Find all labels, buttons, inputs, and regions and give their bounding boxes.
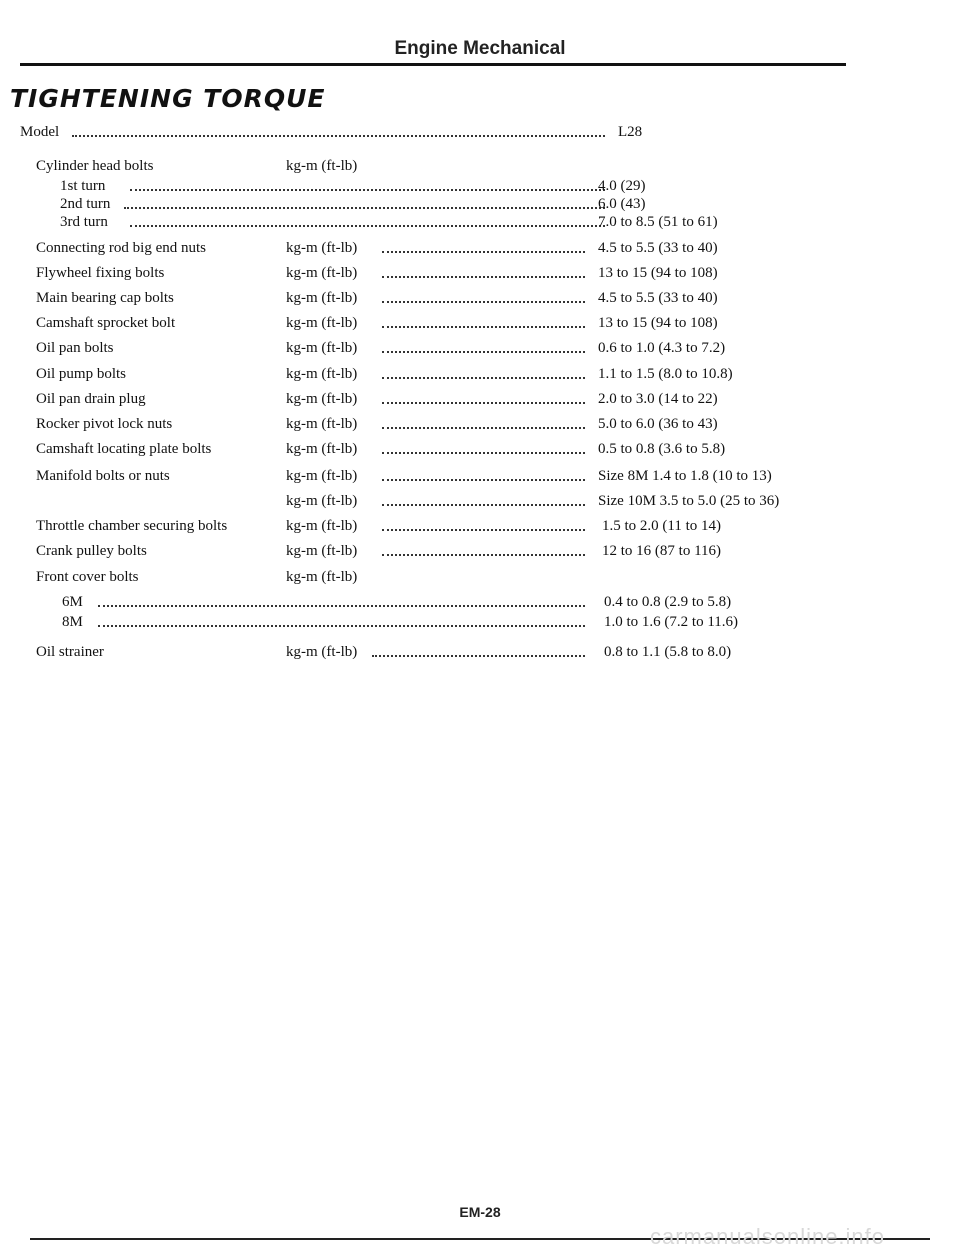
torque-value: 0.6 to 1.0 (4.3 to 7.2) (598, 340, 726, 356)
model-value: L28 (618, 124, 643, 140)
torque-label: Manifold bolts or nuts (36, 468, 170, 484)
front-cover-label: Front cover bolts (36, 569, 139, 585)
torque-label: Oil pan drain plug (36, 391, 146, 407)
torque-label: Throttle chamber securing bolts (36, 518, 228, 534)
front-cover-size-row (36, 611, 776, 633)
torque-label: Oil pan bolts (36, 340, 114, 356)
turn-label: 2nd turn (60, 196, 111, 212)
oil-strainer-unit: kg-m (ft-lb) (286, 644, 358, 660)
front-cover-row (36, 566, 776, 588)
torque-row (36, 515, 776, 537)
torque-value: 5.0 to 6.0 (36 to 43) (598, 416, 718, 432)
torque-value: 13 to 15 (94 to 108) (598, 265, 718, 281)
torque-value: 4.5 to 5.5 (33 to 40) (598, 290, 718, 306)
dot-leader (372, 655, 585, 657)
torque-label: Oil pump bolts (36, 366, 127, 382)
turn-label: 1st turn (60, 178, 106, 194)
torque-label: Camshaft locating plate bolts (36, 441, 212, 457)
dot-leader (382, 504, 585, 506)
dot-leader (382, 479, 585, 481)
torque-unit: kg-m (ft-lb) (286, 543, 358, 559)
torque-row (36, 363, 776, 385)
dot-leader (382, 529, 585, 531)
turn-label: 3rd turn (60, 214, 108, 230)
torque-unit: kg-m (ft-lb) (286, 366, 358, 382)
torque-row (36, 262, 776, 284)
dot-leader (98, 605, 585, 607)
turn-value: 6.0 (43) (598, 196, 646, 212)
torque-unit: kg-m (ft-lb) (286, 441, 358, 457)
torque-value: 12 to 16 (87 to 116) (602, 543, 722, 559)
header-rule (20, 63, 846, 66)
oil-strainer-label: Oil strainer (36, 644, 104, 660)
dot-leader (382, 427, 585, 429)
torque-row (36, 237, 776, 259)
torque-label: Flywheel fixing bolts (36, 265, 165, 281)
section-header: Engine Mechanical (394, 38, 566, 59)
torque-value: 1.1 to 1.5 (8.0 to 10.8) (598, 366, 733, 382)
turn-value: 7.0 to 8.5 (51 to 61) (598, 214, 718, 230)
size-label: 6M (62, 594, 83, 610)
torque-unit: kg-m (ft-lb) (286, 265, 358, 281)
torque-row (36, 388, 776, 410)
torque-row (36, 540, 776, 562)
dot-leader (382, 251, 585, 253)
dot-leader (382, 276, 585, 278)
size-value: 1.0 to 1.6 (7.2 to 11.6) (604, 614, 739, 630)
torque-value: 4.5 to 5.5 (33 to 40) (598, 240, 718, 256)
torque-unit: kg-m (ft-lb) (286, 468, 358, 484)
torque-row (36, 465, 816, 487)
oil-strainer-value: 0.8 to 1.1 (5.8 to 8.0) (604, 644, 732, 660)
torque-row (36, 312, 776, 334)
dot-leader (130, 189, 605, 191)
torque-label: Connecting rod big end nuts (36, 240, 206, 256)
dot-leader (382, 452, 585, 454)
torque-unit: kg-m (ft-lb) (286, 493, 358, 509)
torque-label: Camshaft sprocket bolt (36, 315, 176, 331)
torque-value: 0.5 to 0.8 (3.6 to 5.8) (598, 441, 726, 457)
model-label: Model (20, 124, 60, 140)
torque-unit: kg-m (ft-lb) (286, 290, 358, 306)
torque-row (36, 337, 776, 359)
torque-unit: kg-m (ft-lb) (286, 518, 358, 534)
torque-unit: kg-m (ft-lb) (286, 340, 358, 356)
size-value: 0.4 to 0.8 (2.9 to 5.8) (604, 594, 732, 610)
torque-row (36, 490, 816, 512)
torque-row (36, 413, 776, 435)
front-cover-unit: kg-m (ft-lb) (286, 569, 358, 585)
dot-leader (382, 301, 585, 303)
torque-value: 1.5 to 2.0 (11 to 14) (602, 518, 722, 534)
torque-value: Size 10M 3.5 to 5.0 (25 to 36) (598, 493, 780, 509)
cylinder-head-label: Cylinder head bolts (36, 158, 154, 174)
dot-leader (382, 326, 585, 328)
cylinder-head-row (20, 155, 720, 177)
torque-row (36, 287, 776, 309)
torque-unit: kg-m (ft-lb) (286, 315, 358, 331)
size-label: 8M (62, 614, 83, 630)
torque-label: Crank pulley bolts (36, 543, 147, 559)
oil-strainer-row (36, 641, 776, 663)
page-number: EM-28 (459, 1204, 501, 1220)
model-row (20, 121, 720, 143)
dot-leader (124, 207, 605, 209)
cylinder-head-unit: kg-m (ft-lb) (286, 158, 358, 174)
torque-row (36, 438, 776, 460)
torque-value: 13 to 15 (94 to 108) (598, 315, 718, 331)
turn-value: 4.0 (29) (598, 178, 646, 194)
dot-leader (382, 377, 585, 379)
dot-leader (382, 402, 585, 404)
torque-value: 2.0 to 3.0 (14 to 22) (598, 391, 718, 407)
page-title: TIGHTENING TORQUE (10, 84, 326, 113)
torque-unit: kg-m (ft-lb) (286, 391, 358, 407)
watermark: carmanualsonline.info (650, 1224, 886, 1249)
dot-leader (72, 135, 605, 137)
torque-value: Size 8M 1.4 to 1.8 (10 to 13) (598, 468, 772, 484)
torque-unit: kg-m (ft-lb) (286, 240, 358, 256)
front-cover-size-row (36, 591, 776, 613)
dot-leader (382, 351, 585, 353)
dot-leader (98, 625, 585, 627)
dot-leader (130, 225, 605, 227)
turn-row (20, 211, 720, 233)
torque-unit: kg-m (ft-lb) (286, 416, 358, 432)
torque-label: Rocker pivot lock nuts (36, 416, 173, 432)
torque-label: Main bearing cap bolts (36, 290, 174, 306)
dot-leader (382, 554, 585, 556)
